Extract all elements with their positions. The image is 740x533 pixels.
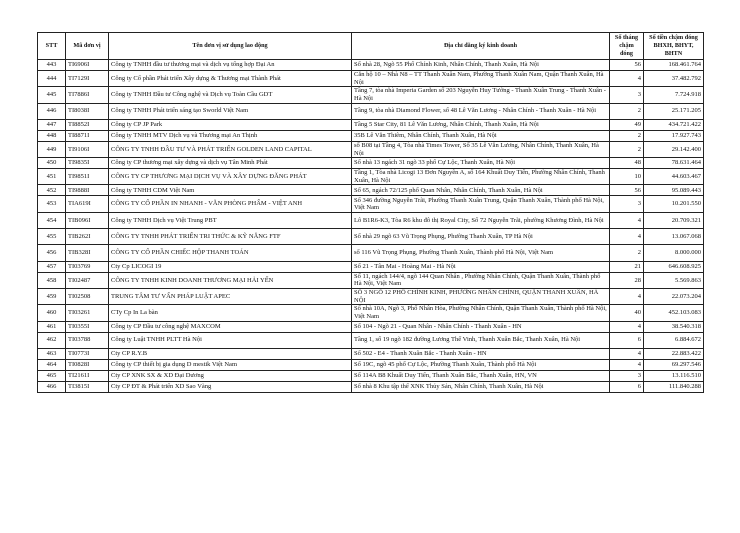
cell-code: TI9888I: [66, 185, 109, 196]
cell-months: 2: [610, 103, 644, 119]
cell-amount: 8.000.000: [644, 245, 704, 261]
cell-address: Số nhà 13 ngách 31 ngõ 33 phố Cự Lộc, Thanh Xuân, Hà Nội: [352, 158, 610, 169]
cell-address: Số 65, ngách 72/125 phố Quan Nhân, Nhân Chính, Thanh Xuân, Hà Nội: [352, 185, 610, 196]
cell-stt: 459: [38, 288, 66, 304]
cell-address: Số nhà 10A, Ngõ 3, Phố Nhân Hòa, Phường Nhân Chính, Quận Thanh Xuân, Thành phố Hà Nội, Việt Nam: [352, 305, 610, 321]
cell-months: 48: [610, 158, 644, 169]
header-stt: STT: [38, 33, 66, 60]
cell-name: Công ty TNHH CDM Việt Nam: [109, 185, 352, 196]
cell-stt: 445: [38, 87, 66, 103]
cell-amount: 17.927.743: [644, 130, 704, 141]
table-row: [38, 245, 704, 261]
cell-address: Tầng 1, Tòa nhà Licogi 13 Đơn Nguyên A, số 164 Khuất Duy Tiến, Phường Nhân Chính, Thanh Xuân, Hà Nội: [352, 169, 610, 185]
cell-months: 4: [610, 288, 644, 304]
cell-code: TI9835I: [66, 158, 109, 169]
cell-amount: 7.724.918: [644, 87, 704, 103]
cell-name: CÔNG TY CỔ PHẦN CHIẾC HỘP THANH TOÁN: [109, 245, 352, 261]
table-row: [38, 288, 704, 304]
cell-name: Công ty TNHH Phát triển sáng tạo Sworld Việt Nam: [109, 103, 352, 119]
cell-stt: 444: [38, 71, 66, 87]
cell-amount: 111.840.288: [644, 381, 704, 392]
cell-code: TI8038I: [66, 103, 109, 119]
table-row: [38, 348, 704, 359]
cell-name: Cty CP XNK SX & XD Đại Dương: [109, 370, 352, 381]
cell-address: 35B Lê Văn Thiêm, Nhân Chính, Thanh Xuân, Hà Nội: [352, 130, 610, 141]
cell-name: Công ty CP thiết bị gia dụng D mestik Việt Nam: [109, 359, 352, 370]
cell-months: 4: [610, 71, 644, 87]
table-row: [38, 321, 704, 332]
cell-months: 3: [610, 370, 644, 381]
cell-name: Công ty Luật TNHH PLTT Hà Nội: [109, 332, 352, 348]
cell-name: Cty CP R.Y.B: [109, 348, 352, 359]
cell-months: 4: [610, 212, 644, 228]
cell-address: Số 104 - Ngõ 21 - Quan Nhân - Nhân Chính - Thanh Xuân - HN: [352, 321, 610, 332]
cell-code: TI02508: [66, 288, 109, 304]
cell-address: Số 346 đường Nguyễn Trãi, Phường Thanh Xuân Trung, Quận Thanh Xuân, Thành phố Hà Nội, Việt Nam: [352, 196, 610, 212]
cell-name: Công ty TNHH Đầu tư Công nghệ và Dịch vụ Toàn Cầu GDT: [109, 87, 352, 103]
table-row: [38, 381, 704, 392]
cell-name: CÔNG TY CỔ PHẦN IN NHANH - VĂN PHÒNG PHẨM - VIỆT ANH: [109, 196, 352, 212]
cell-amount: 434.721.422: [644, 119, 704, 130]
table-row: [38, 141, 704, 157]
cell-code: TIA619I: [66, 196, 109, 212]
cell-months: 28: [610, 272, 644, 288]
cell-stt: 452: [38, 185, 66, 196]
cell-stt: 461: [38, 321, 66, 332]
cell-address: Tầng 1, số 19 ngõ 182 đường Lương Thế Vinh, Thanh Xuân Bắc, Thanh Xuân, Hà Nội: [352, 332, 610, 348]
header-address: Địa chỉ đăng ký kinh doanh: [352, 33, 610, 60]
cell-address: Căn hộ 10 – Nhà N8 – TT Thanh Xuân Nam, Phường Thanh Xuân Nam, Quận Thanh Xuân, Hà Nội: [352, 71, 610, 87]
cell-months: 6: [610, 332, 644, 348]
table-row: [38, 119, 704, 130]
header-code: Mã đơn vị: [66, 33, 109, 60]
cell-name: CÔNG TY TNHH ĐẦU TƯ VÀ PHÁT TRIỂN GOLDEN LAND CAPITAL: [109, 141, 352, 157]
cell-amount: 646.608.925: [644, 261, 704, 272]
cell-stt: 456: [38, 245, 66, 261]
cell-stt: 455: [38, 229, 66, 245]
cell-stt: 462: [38, 332, 66, 348]
cell-code: TI0773I: [66, 348, 109, 359]
cell-address: Lô B1R6-K3, Tòa R6 khu đô thị Royal City, Số 72 Nguyễn Trãi, phường Khương Đình, Hà Nội: [352, 212, 610, 228]
cell-code: TI9851I: [66, 169, 109, 185]
cell-address: Số 19C, ngõ 45 phố Cự Lộc, Phường Thanh Xuân, Thành phố Hà Nội: [352, 359, 610, 370]
cell-stt: 464: [38, 359, 66, 370]
cell-address: Số nhà 29 ngõ 63 Vũ Trọng Phụng, Phường Thanh Xuân, TP Hà Nội: [352, 229, 610, 245]
cell-address: Tầng 7, tòa nhà Imperia Garden số 203 Nguyễn Huy Tưởng - Thanh Xuân Trung - Thanh Xuân - Hà Nội: [352, 87, 610, 103]
cell-stt: 453: [38, 196, 66, 212]
cell-address: Tầng 9, tòa nhà Diamond Flower, số 48 Lê Văn Lương - Nhân Chính - Thanh Xuân - Hà Nội: [352, 103, 610, 119]
cell-amount: 20.709.321: [644, 212, 704, 228]
cell-code: TIB328I: [66, 245, 109, 261]
cell-months: 4: [610, 359, 644, 370]
cell-name: Công ty CP Đầu tư công nghệ MAXCOM: [109, 321, 352, 332]
cell-amount: 25.171.205: [644, 103, 704, 119]
cell-address: Số 502 - E4 - Thanh Xuân Bắc - Thanh Xuân - HN: [352, 348, 610, 359]
cell-amount: 22.883.422: [644, 348, 704, 359]
table-row: [38, 60, 704, 71]
cell-address: Số 21 - Tân Mai - Hoàng Mai - Hà Nội: [352, 261, 610, 272]
cell-code: TI03788: [66, 332, 109, 348]
cell-name: Công ty TNHH MTV Dịch vụ và Thương mại An Thịnh: [109, 130, 352, 141]
cell-stt: 450: [38, 158, 66, 169]
table-row: [38, 196, 704, 212]
cell-code: TIB096I: [66, 212, 109, 228]
cell-stt: 460: [38, 305, 66, 321]
cell-amount: 78.631.464: [644, 158, 704, 169]
table-row: [38, 130, 704, 141]
cell-months: 56: [610, 60, 644, 71]
cell-amount: 95.089.443: [644, 185, 704, 196]
cell-months: 6: [610, 381, 644, 392]
cell-code: TI7886I: [66, 87, 109, 103]
cell-stt: 457: [38, 261, 66, 272]
table-row: [38, 169, 704, 185]
table-row: [38, 185, 704, 196]
cell-stt: 454: [38, 212, 66, 228]
cell-name: Công ty TNHH đầu tư thương mại và dịch vụ tổng hợp Đại An: [109, 60, 352, 71]
cell-amount: 452.103.083: [644, 305, 704, 321]
cell-stt: 443: [38, 60, 66, 71]
cell-code: TI8852I: [66, 119, 109, 130]
cell-amount: 168.461.764: [644, 60, 704, 71]
cell-address: số 116 Vũ Trọng Phụng, Phường Thanh Xuân, Thành phố Hà Nội, Việt Nam: [352, 245, 610, 261]
cell-amount: 29.142.400: [644, 141, 704, 157]
cell-stt: 466: [38, 381, 66, 392]
cell-amount: 10.201.550: [644, 196, 704, 212]
cell-months: 3: [610, 196, 644, 212]
cell-amount: 13.067.068: [644, 229, 704, 245]
cell-stt: 447: [38, 119, 66, 130]
cell-name: Công ty Cổ phần Phát triển Xây dựng & Thương mại Thành Phát: [109, 71, 352, 87]
cell-months: 2: [610, 245, 644, 261]
cell-code: TI7129I: [66, 71, 109, 87]
cell-name: CÔNG TY CP THƯƠNG MẠI DỊCH VỤ VÀ XÂY DỰNG ĐĂNG PHÁT: [109, 169, 352, 185]
table-row: [38, 370, 704, 381]
table-row: [38, 103, 704, 119]
cell-code: TI0355I: [66, 321, 109, 332]
cell-code: TI0828I: [66, 359, 109, 370]
cell-stt: 449: [38, 141, 66, 157]
table-row: [38, 229, 704, 245]
cell-amount: 38.540.318: [644, 321, 704, 332]
cell-code: TI02487: [66, 272, 109, 288]
cell-code: TI3815I: [66, 381, 109, 392]
cell-months: 4: [610, 348, 644, 359]
cell-stt: 463: [38, 348, 66, 359]
cell-amount: 44.603.467: [644, 169, 704, 185]
header-name: Tên đơn vị sử dụng lao động: [109, 33, 352, 60]
cell-name: Công ty TNHH Dịch vụ Việt Trung PBT: [109, 212, 352, 228]
cell-amount: 37.482.792: [644, 71, 704, 87]
cell-amount: 22.073.204: [644, 288, 704, 304]
cell-name: Công ty CP thương mại xây dựng và dịch vụ Tân Minh Phát: [109, 158, 352, 169]
cell-stt: 458: [38, 272, 66, 288]
debt-report-sheet: [37, 32, 703, 393]
table-body: [38, 60, 704, 393]
cell-stt: 448: [38, 130, 66, 141]
table-row: [38, 272, 704, 288]
cell-name: Cty CP ĐT & Phát triển XD Sao Vàng: [109, 381, 352, 392]
cell-amount: 13.116.510: [644, 370, 704, 381]
cell-name: TRUNG TÂM TƯ VẤN PHÁP LUẬT APEC: [109, 288, 352, 304]
header-row: [38, 33, 704, 60]
table-row: [38, 305, 704, 321]
cell-code: TI2161I: [66, 370, 109, 381]
cell-name: CÔNG TY TNHH KINH DOANH THƯƠNG MẠI HẢI YẾN: [109, 272, 352, 288]
table-row: [38, 87, 704, 103]
table-row: [38, 71, 704, 87]
cell-code: TI6906I: [66, 60, 109, 71]
table-row: [38, 158, 704, 169]
cell-code: TI03769: [66, 261, 109, 272]
cell-address: Số 114A B8 Khuất Duy Tiến, Thanh Xuân Bắc, Thanh Xuân, HN, VN: [352, 370, 610, 381]
cell-months: 2: [610, 130, 644, 141]
cell-address: số B08 tại Tầng 4, Tòa nhà Times Tower, Số 35 Lê Văn Lương, Nhân Chính, Thanh Xuân, Hà Nội: [352, 141, 610, 157]
cell-months: 3: [610, 87, 644, 103]
cell-stt: 446: [38, 103, 66, 119]
cell-code: TI9106I: [66, 141, 109, 157]
cell-months: 10: [610, 169, 644, 185]
cell-months: 56: [610, 185, 644, 196]
cell-code: TIB262I: [66, 229, 109, 245]
late-payment-table: [37, 32, 704, 393]
cell-address: SỐ 3 NGÕ 12 PHỐ CHÍNH KINH, PHƯỜNG NHÂN CHÍNH, QUẬN THANH XUÂN, HÀ NỘI: [352, 288, 610, 304]
table-row: [38, 261, 704, 272]
cell-amount: 6.884.672: [644, 332, 704, 348]
cell-name: CÔNG TY TNHH PHÁT TRIỂN TRI THỨC & KỸ NĂNG FTF: [109, 229, 352, 245]
cell-address: Số nhà 28, Ngõ 55 Phố Chính Kinh, Nhân Chính, Thanh Xuân, Hà Nội: [352, 60, 610, 71]
cell-stt: 465: [38, 370, 66, 381]
cell-address: Tầng 5 Star City, 81 Lê Văn Lương, Nhân Chính, Thanh Xuân, Hà Nội: [352, 119, 610, 130]
cell-stt: 451: [38, 169, 66, 185]
cell-address: Số 11, ngách 144/4, ngõ 144 Quan Nhân , Phường Nhân Chính, Quận Thanh Xuân, Thành phố Hà Nội, Việt Nam: [352, 272, 610, 288]
cell-name: Công ty CP JP Park: [109, 119, 352, 130]
cell-months: 40: [610, 305, 644, 321]
table-row: [38, 212, 704, 228]
cell-amount: 5.569.863: [644, 272, 704, 288]
cell-code: TI8871I: [66, 130, 109, 141]
cell-address: Số nhà 8 Khu tập thể XNK Thủy Sản, Nhân Chính, Thanh Xuân, Hà Nội: [352, 381, 610, 392]
header-amount: Số tiền chậm đóng BHXH, BHYT, BHTN: [644, 33, 704, 60]
cell-months: 2: [610, 141, 644, 157]
cell-months: 4: [610, 229, 644, 245]
cell-months: 4: [610, 321, 644, 332]
cell-amount: 69.297.546: [644, 359, 704, 370]
cell-months: 49: [610, 119, 644, 130]
cell-name: CTy Cp In La bàn: [109, 305, 352, 321]
table-row: [38, 332, 704, 348]
cell-name: Cty Cp LICOGI 19: [109, 261, 352, 272]
cell-months: 21: [610, 261, 644, 272]
cell-code: TI03261: [66, 305, 109, 321]
table-row: [38, 359, 704, 370]
header-months: Số tháng chậm đóng: [610, 33, 644, 60]
